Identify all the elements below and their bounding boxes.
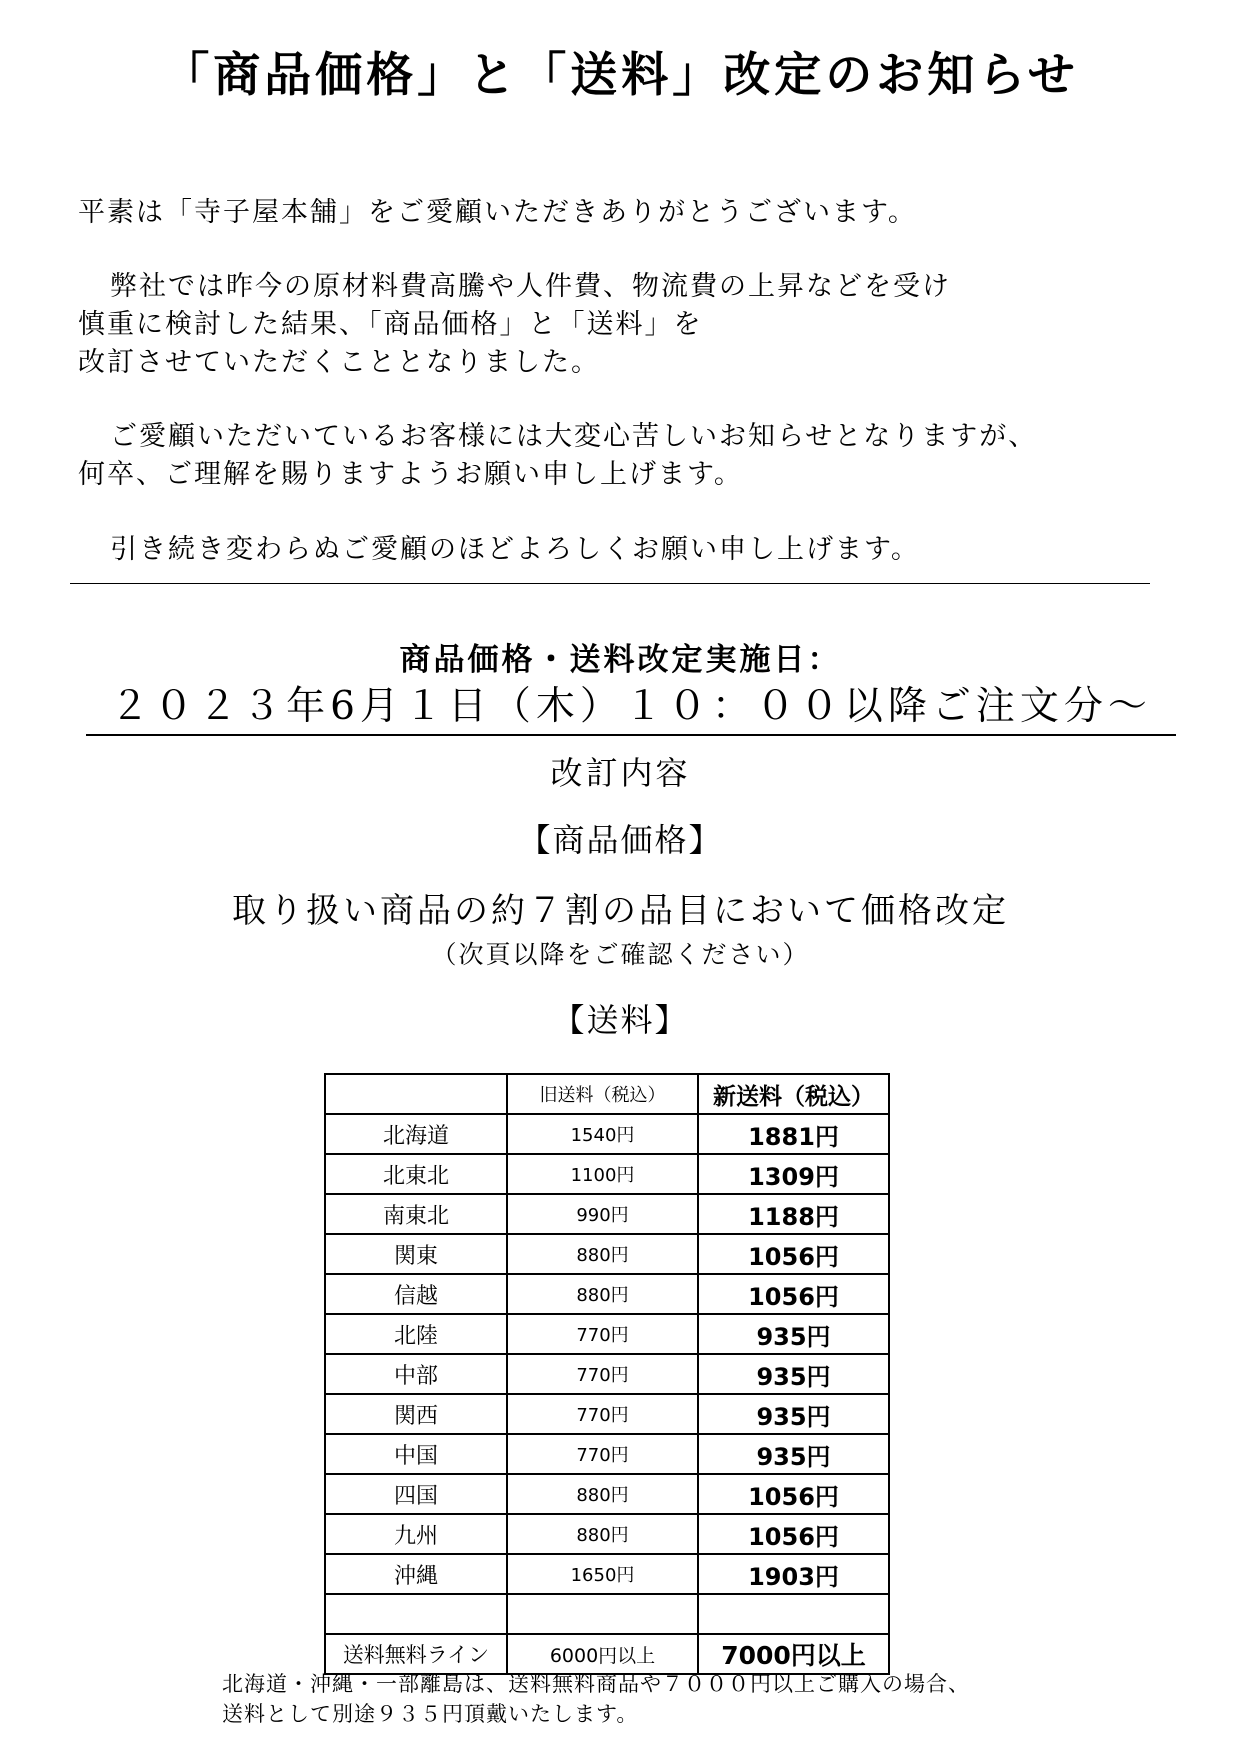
region-cell: 中部	[325, 1354, 507, 1394]
table-row	[325, 1514, 889, 1554]
effective-date: ２０２３年6月１日（木）１０：００以降ご注文分～	[86, 684, 1176, 736]
old-fee-cell: 770円	[507, 1394, 698, 1434]
empty-cell	[325, 1594, 507, 1634]
new-fee-cell: 1188円	[698, 1194, 889, 1234]
header-old-fee: 旧送料（税込）	[507, 1074, 698, 1114]
empty-cell	[507, 1594, 698, 1634]
region-cell: 信越	[325, 1274, 507, 1314]
new-fee-cell: 1881円	[698, 1114, 889, 1154]
table-row	[325, 1114, 889, 1154]
greeting-text: 平素は「寺子屋本舗」をご愛顧いただきありがとうございます。	[78, 197, 917, 228]
old-fee-cell: 770円	[507, 1434, 698, 1474]
new-fee-cell: 935円	[698, 1394, 889, 1434]
price-summary: 取り扱い商品の約７割の品目において価格改定	[232, 891, 1009, 931]
region-cell: 中国	[325, 1434, 507, 1474]
paragraph1-line1: 弊社では昨今の原材料費高騰や人件費、物流費の上昇などを受け	[110, 271, 951, 302]
new-fee-cell: 935円	[698, 1354, 889, 1394]
header-new-fee: 新送料（税込）	[698, 1074, 889, 1114]
page-title: 「商品価格」と「送料」改定のお知らせ	[162, 48, 1079, 103]
new-fee-cell: 1056円	[698, 1234, 889, 1274]
old-fee-cell: 1540円	[507, 1114, 698, 1154]
old-fee-cell: 770円	[507, 1354, 698, 1394]
table-row	[325, 1354, 889, 1394]
region-cell: 北陸	[325, 1314, 507, 1354]
revision-title: 改訂内容	[550, 754, 691, 792]
table-empty-row	[325, 1594, 889, 1634]
new-fee-cell: 1903円	[698, 1554, 889, 1594]
effective-date-heading: 商品価格・送料改定実施日：	[399, 642, 842, 678]
old-fee-cell: 990円	[507, 1194, 698, 1234]
old-fee-cell: 770円	[507, 1314, 698, 1354]
old-fee-cell: 880円	[507, 1514, 698, 1554]
table-row	[325, 1274, 889, 1314]
old-fee-cell: 1100円	[507, 1154, 698, 1194]
old-fee-cell: 1650円	[507, 1554, 698, 1594]
region-cell: 沖縄	[325, 1554, 507, 1594]
region-cell: 北東北	[325, 1154, 507, 1194]
footnote-line1: 北海道・沖縄・一部離島は、送料無料商品や７０００円以上ご購入の場合、	[222, 1672, 970, 1696]
table-row	[325, 1194, 889, 1234]
paragraph1-line3: 改訂させていただくこととなりました。	[78, 347, 600, 378]
header-region-cell	[325, 1074, 507, 1114]
region-cell: 四国	[325, 1474, 507, 1514]
table-row	[325, 1234, 889, 1274]
new-fee-cell: 1056円	[698, 1514, 889, 1554]
table-row	[325, 1474, 889, 1514]
region-cell: 関西	[325, 1394, 507, 1434]
price-note: （次頁以降をご確認ください）	[431, 940, 810, 969]
shipping-fee-table	[324, 1073, 890, 1675]
region-cell: 北海道	[325, 1114, 507, 1154]
table-row	[325, 1554, 889, 1594]
paragraph1-line2: 慎重に検討した結果、「商品価格」と「送料」を	[78, 309, 703, 340]
old-fee-cell: 880円	[507, 1234, 698, 1274]
new-fee-cell: 1056円	[698, 1474, 889, 1514]
old-fee-cell: 880円	[507, 1474, 698, 1514]
new-fee-cell: 1056円	[698, 1274, 889, 1314]
section-divider	[70, 583, 1150, 584]
empty-cell	[698, 1594, 889, 1634]
footnote-line2: 送料として別途９３５円頂戴いたします。	[222, 1702, 639, 1726]
table-row	[325, 1434, 889, 1474]
free-shipping-new: 7000円以上	[698, 1634, 889, 1674]
new-fee-cell: 1309円	[698, 1154, 889, 1194]
paragraph3-text: 引き続き変わらぬご愛顧のほどよろしくお願い申し上げます。	[110, 534, 920, 565]
paragraph2-line2: 何卒、ご理解を賜りますようお願い申し上げます。	[78, 459, 743, 490]
old-fee-cell: 880円	[507, 1274, 698, 1314]
shipping-section-title: 【送料】	[552, 1001, 689, 1039]
region-cell: 南東北	[325, 1194, 507, 1234]
table-header-row	[325, 1074, 889, 1114]
free-shipping-old: 6000円以上	[507, 1634, 698, 1674]
new-fee-cell: 935円	[698, 1314, 889, 1354]
table-row	[325, 1314, 889, 1354]
price-section-title: 【商品価格】	[518, 821, 723, 859]
region-cell: 九州	[325, 1514, 507, 1554]
paragraph2-line1: ご愛顧いただいているお客様には大変心苦しいお知らせとなりますが、	[110, 421, 1038, 452]
table-row	[325, 1154, 889, 1194]
new-fee-cell: 935円	[698, 1434, 889, 1474]
table-row	[325, 1394, 889, 1434]
free-shipping-label: 送料無料ライン	[325, 1634, 507, 1674]
region-cell: 関東	[325, 1234, 507, 1274]
